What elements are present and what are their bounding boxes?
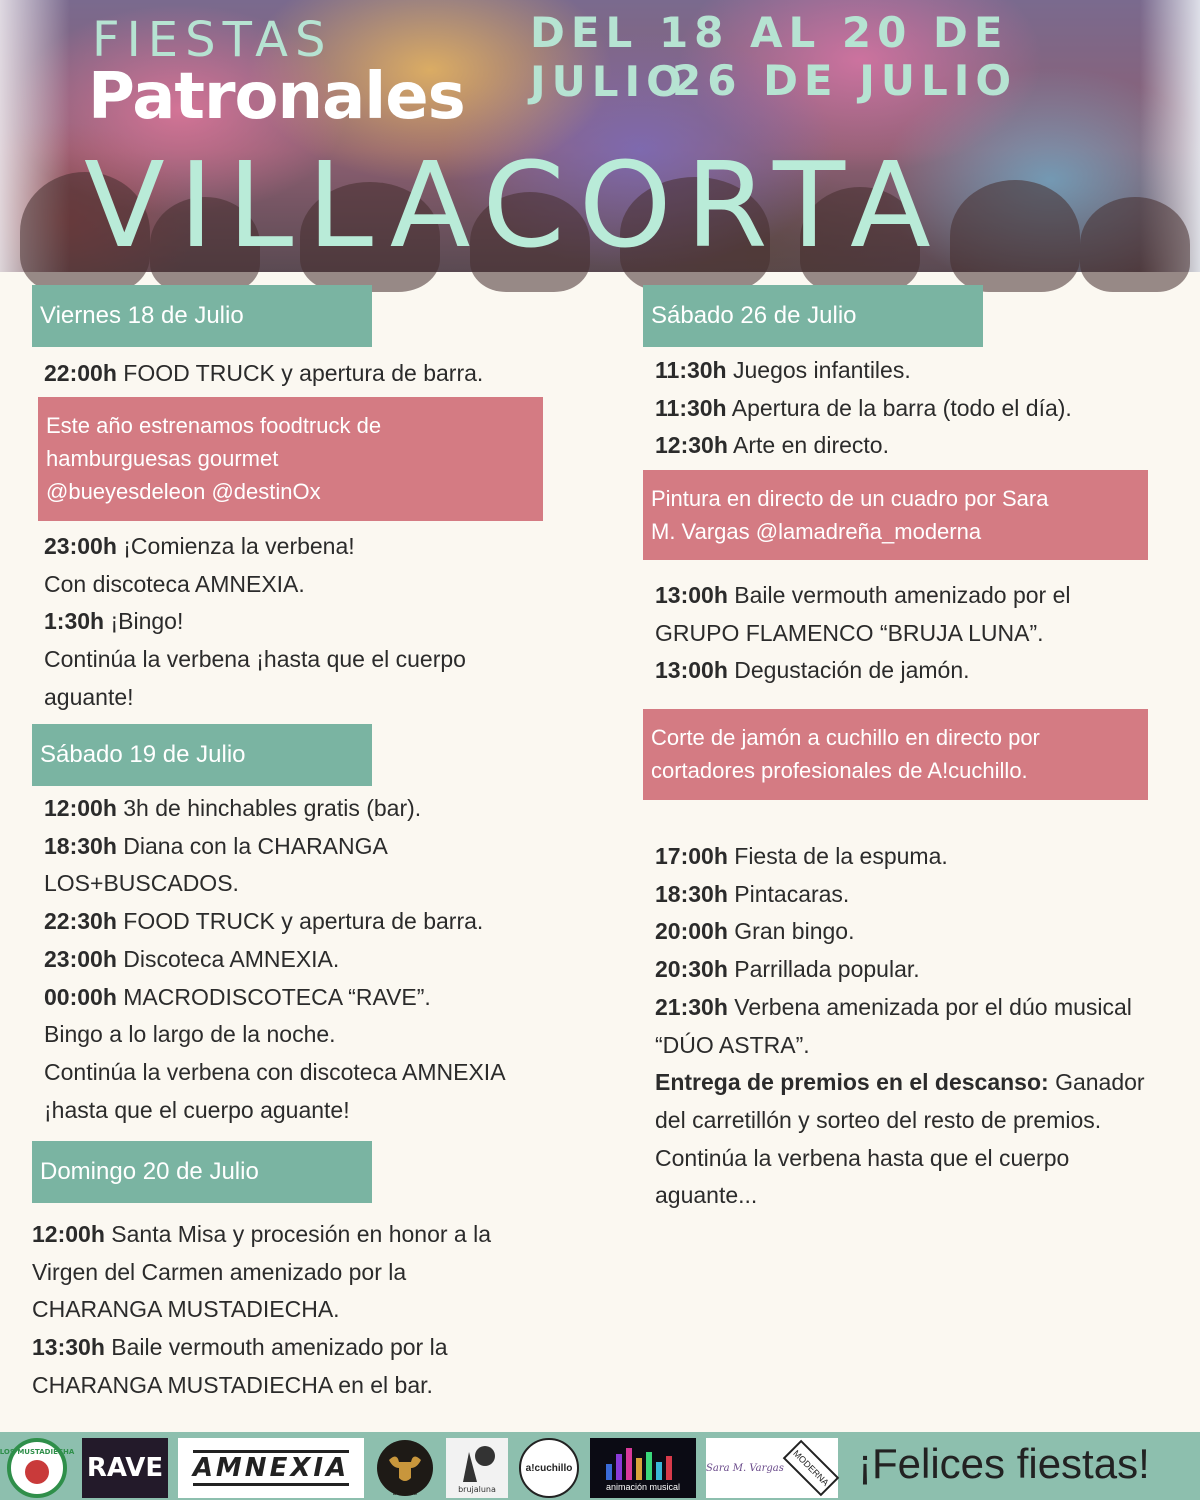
svg-text:LOS MUSTADIECHA: LOS MUSTADIECHA xyxy=(0,1448,75,1456)
bull-logo-icon xyxy=(375,1438,435,1498)
schedule-line: Continúa la verbena hasta que el cuerpo xyxy=(655,1144,1070,1171)
svg-text:brujaluna: brujaluna xyxy=(458,1485,496,1494)
schedule-line: 13:00h Baile vermouth amenizado por el xyxy=(655,582,1071,608)
schedule-line: LOS+BUSCADOS. xyxy=(44,870,239,897)
schedule-sabado-26-1 xyxy=(655,352,1072,465)
equalizer-icon xyxy=(598,1444,688,1482)
closing-message: ¡Felices fiestas! xyxy=(858,1440,1150,1487)
note-line: hamburguesas gourmet xyxy=(46,446,279,471)
day-label-viernes: Viernes 18 de Julio xyxy=(32,285,372,347)
logo-brujaluna xyxy=(446,1438,508,1498)
witch-logo-icon xyxy=(447,1438,507,1498)
note-line: Este año estrenamos foodtruck de xyxy=(46,413,382,438)
schedule-line: 22:00h FOOD TRUCK y apertura de barra. xyxy=(44,360,484,386)
schedule-line: 11:30h Juegos infantiles. xyxy=(655,357,911,383)
schedule-line: CHARANGA MUSTADIECHA en el bar. xyxy=(32,1371,433,1398)
schedule-line: 1:30h ¡Bingo! xyxy=(44,608,184,635)
note-foodtruck xyxy=(38,397,543,521)
schedule-line: “DÚO ASTRA”. xyxy=(655,1031,810,1058)
schedule-line: 17:00h Fiesta de la espuma. xyxy=(655,843,948,869)
schedule-line: 13:30h Baile vermouth amenizado por la xyxy=(32,1334,448,1361)
schedule-sabado-26-3 xyxy=(655,838,1145,1215)
schedule-line: Virgen del Carmen amenizado por la xyxy=(32,1258,407,1285)
schedule-line: Continúa la verbena ¡hasta que el cuerpo xyxy=(44,646,466,673)
schedule-viernes-1 xyxy=(44,355,483,393)
logo-amnexia xyxy=(178,1438,364,1498)
note-line: Pintura en directo de un cuadro por Sara xyxy=(651,486,1049,511)
schedule-line: Entrega de premios en el descanso: Ganador xyxy=(655,1069,1145,1096)
note-corte-jamon xyxy=(643,709,1148,800)
schedule-line: 22:30h FOOD TRUCK y apertura de barra. xyxy=(44,908,484,935)
schedule-line: 12:30h Arte en directo. xyxy=(655,432,889,459)
schedule-sabado-19 xyxy=(44,790,506,1129)
schedule-line: 12:00h Santa Misa y procesión en honor a la xyxy=(32,1221,491,1247)
schedule-line: 21:30h Verbena amenizada por el dúo musical xyxy=(655,993,1132,1020)
note-line: Corte de jamón a cuchillo en directo por xyxy=(651,725,1040,750)
acuchillo-logo-text: a!cuchillo xyxy=(519,1438,579,1498)
schedule-line: 13:00h Degustación de jamón. xyxy=(655,657,970,684)
logo-acuchillo xyxy=(518,1438,580,1498)
logo-sara-moderna xyxy=(706,1438,838,1498)
schedule-line: 18:30h Diana con la CHARANGA xyxy=(44,832,388,859)
dates-line-2: 26 DE JULIO xyxy=(672,56,1018,105)
day-label-sabado-19: Sábado 19 de Julio xyxy=(32,724,372,786)
schedule-line: GRUPO FLAMENCO “BRUJA LUNA”. xyxy=(655,619,1044,646)
schedule-line: 23:00h Discoteca AMNEXIA. xyxy=(44,945,340,972)
schedule-line: 11:30h Apertura de la barra (todo el día). xyxy=(655,394,1072,421)
schedule-line: aguante... xyxy=(655,1182,758,1209)
schedule-line: Con discoteca AMNEXIA. xyxy=(44,570,305,597)
schedule-line: 18:30h Pintacaras. xyxy=(655,880,850,907)
schedule-line: 23:00h ¡Comienza la verbena! xyxy=(44,533,355,559)
note-line: M. Vargas @lamadreña_moderna xyxy=(651,519,982,544)
schedule-line: del carretillón y sorteo del resto de premios. xyxy=(655,1106,1102,1133)
amnexia-logo-text: AMNEXIA xyxy=(193,1450,349,1486)
schedule-line: CHARANGA MUSTADIECHA. xyxy=(32,1296,340,1323)
rave-logo-text: RAVE xyxy=(86,1453,164,1483)
schedule-line: ¡hasta que el cuerpo aguante! xyxy=(44,1096,350,1123)
note-line: cortadores profesionales de A!cuchillo. xyxy=(651,758,1028,783)
logo-rave xyxy=(82,1438,168,1498)
title-patronales: Patronales xyxy=(88,60,465,134)
svg-text:BUEYES: BUEYES xyxy=(392,1491,418,1497)
town-title: VILLACORTA xyxy=(84,136,945,274)
day-label-domingo: Domingo 20 de Julio xyxy=(32,1141,372,1203)
schedule-line: 12:00h 3h de hinchables gratis (bar). xyxy=(44,795,422,821)
schedule-sabado-26-2 xyxy=(655,577,1071,690)
schedule-line: aguante! xyxy=(44,683,134,710)
sara-logo-text: Sara M. Vargas xyxy=(706,1462,784,1474)
schedule-line: Bingo a lo largo de la noche. xyxy=(44,1021,336,1048)
schedule-line: 20:00h Gran bingo. xyxy=(655,918,855,945)
day-label-sabado-26: Sábado 26 de Julio xyxy=(643,285,983,347)
logo-bueyes xyxy=(374,1438,436,1498)
note-pintura xyxy=(643,470,1148,560)
mustadiecha-logo-icon xyxy=(0,1438,75,1498)
note-line: @bueyesdeleon @destinOx xyxy=(46,479,321,504)
dates-line-1: DEL 18 AL 20 DE JULIO xyxy=(530,8,1009,106)
schedule-viernes-2 xyxy=(44,528,466,717)
header-banner xyxy=(0,0,1200,272)
animacion-logo-text: animación musical xyxy=(605,1482,681,1492)
logo-animacion-musical xyxy=(590,1438,696,1498)
schedule-line: Continúa la verbena con discoteca AMNEXIA xyxy=(44,1058,506,1085)
logo-los-mustadiecha xyxy=(0,1438,75,1498)
title-fiestas: FIESTAS xyxy=(92,12,333,68)
moderna-logo-text: MODERNA xyxy=(783,1440,840,1497)
schedule-domingo xyxy=(32,1216,491,1405)
schedule-line: 20:30h Parrillada popular. xyxy=(655,956,920,983)
schedule-line: 00:00h MACRODISCOTECA “RAVE”. xyxy=(44,983,431,1010)
